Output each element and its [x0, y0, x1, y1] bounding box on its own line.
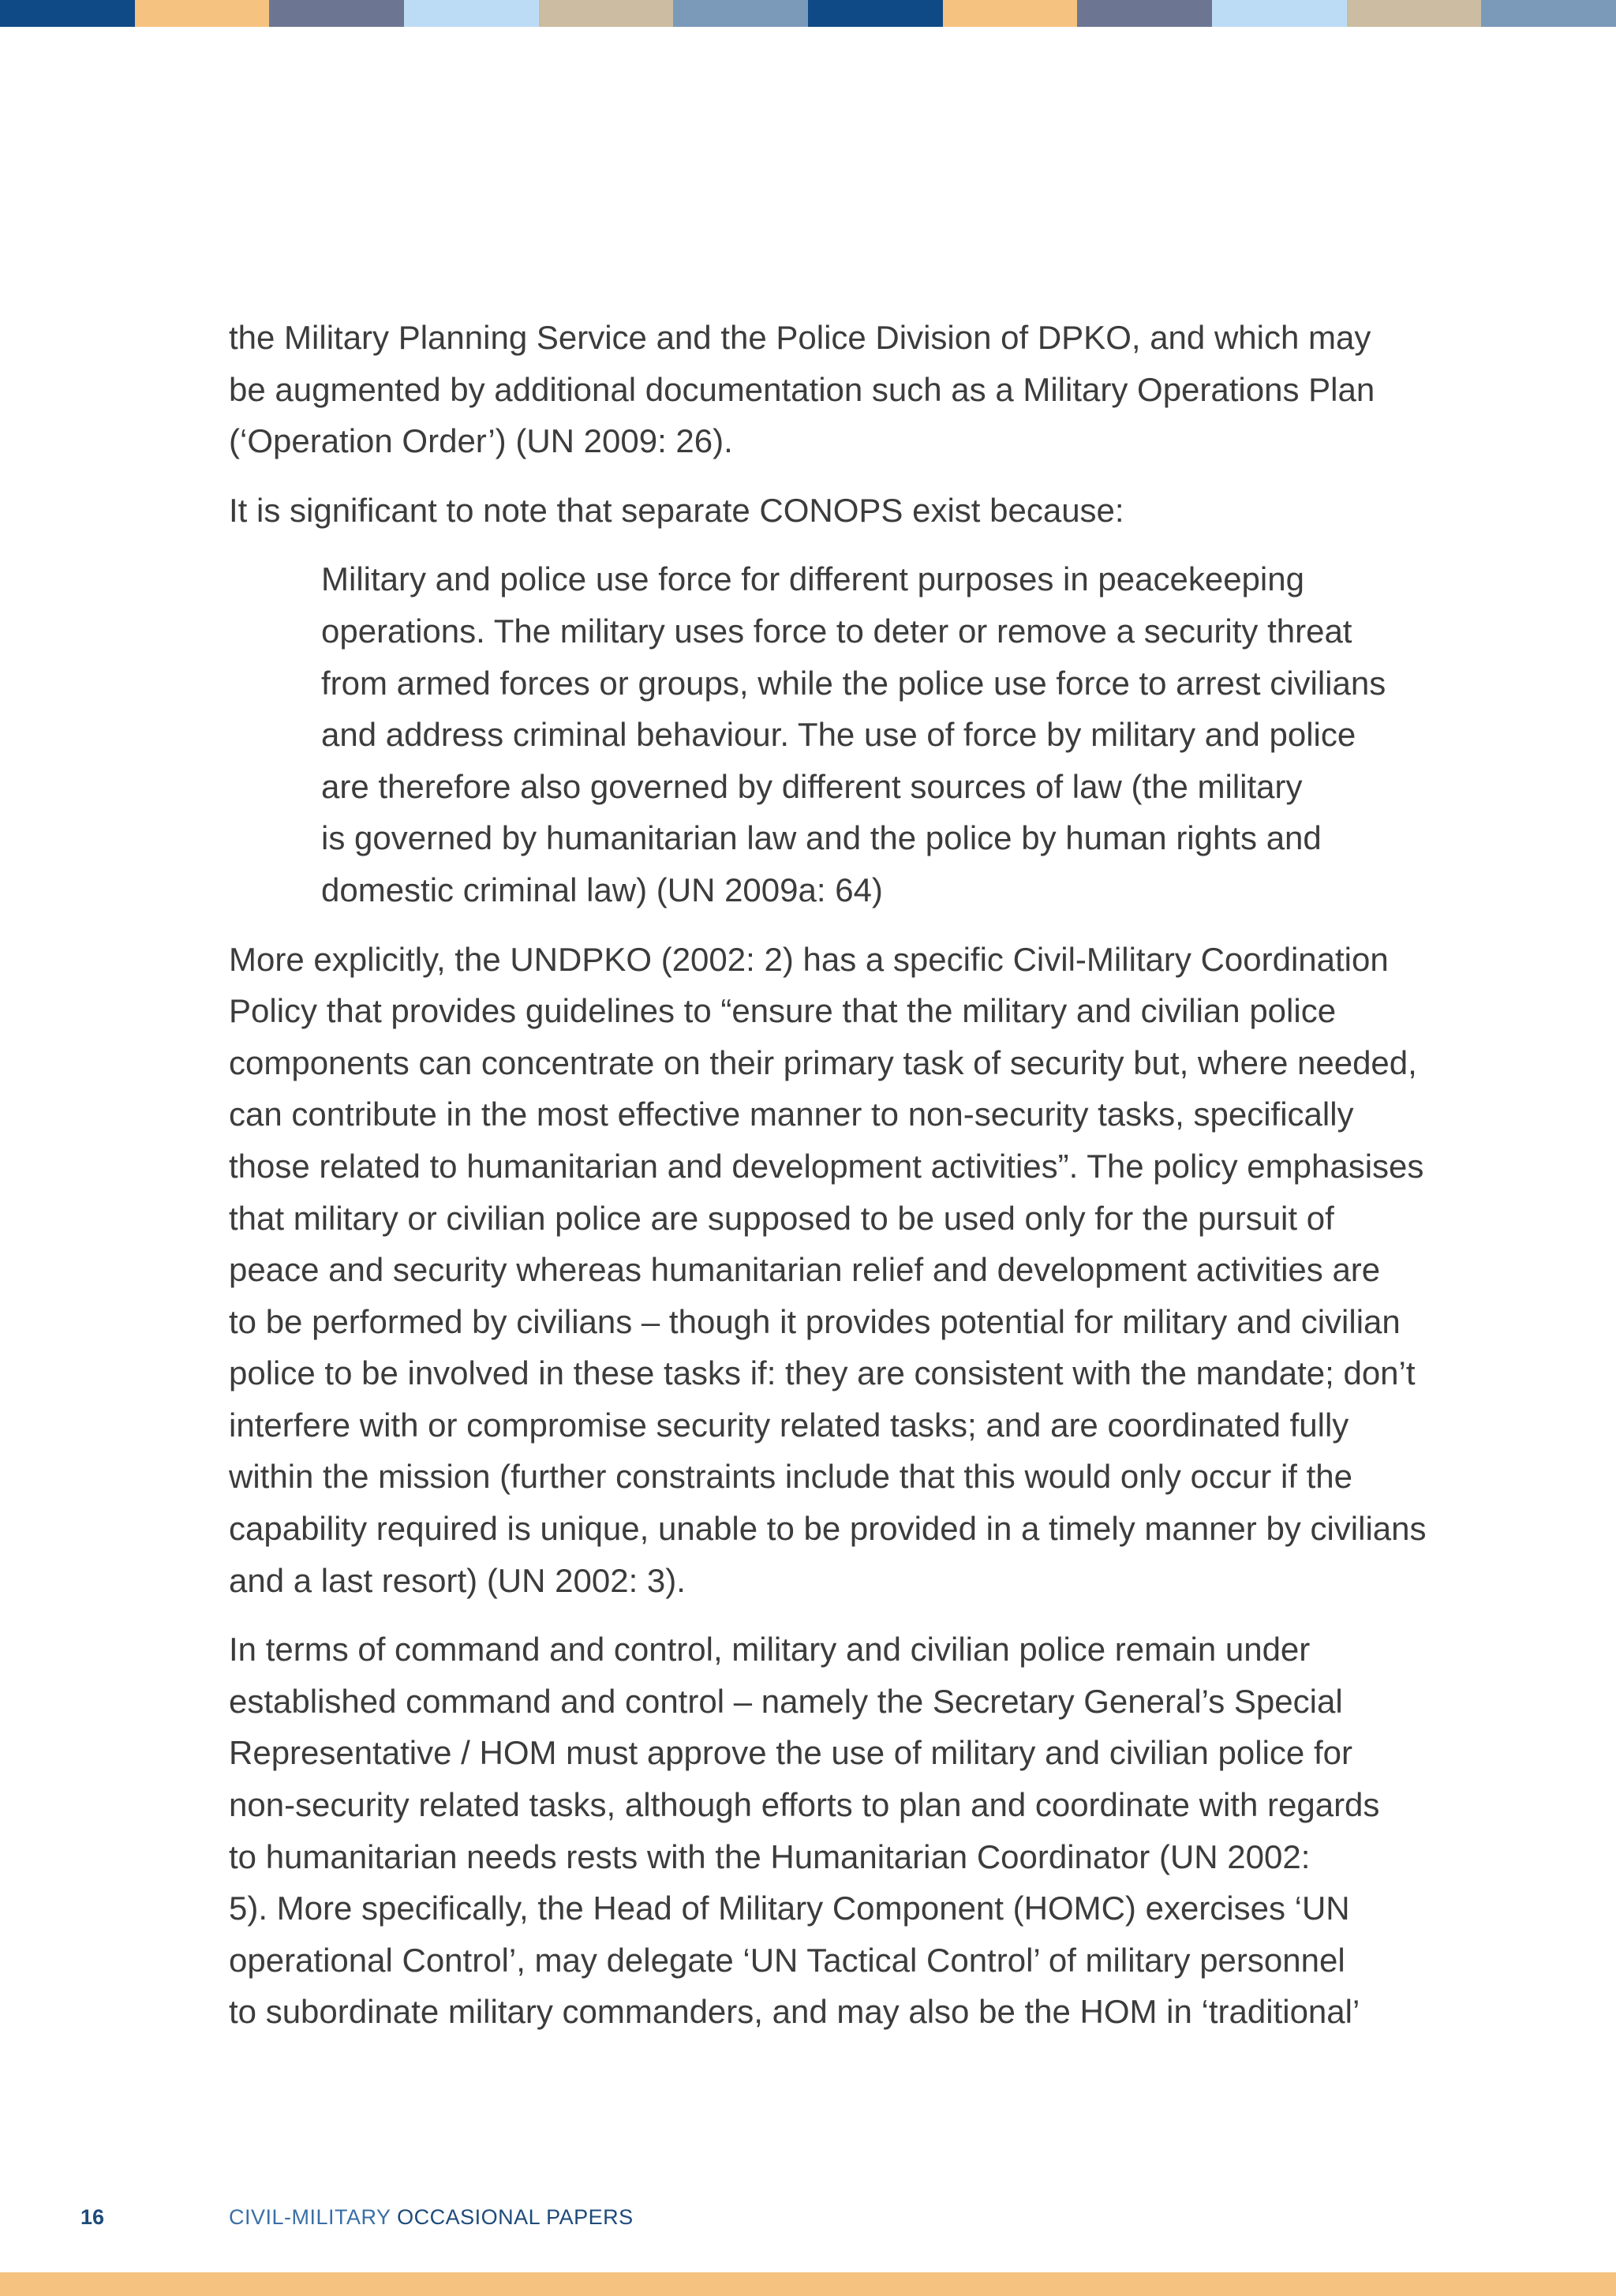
text-line: the Military Planning Service and the Police Division of DPKO, and which may	[229, 319, 1371, 356]
text-line: and address criminal behaviour. The use of force by military and police	[321, 716, 1356, 754]
paragraph	[229, 312, 1397, 467]
text-line: can contribute in the most effective manner to non-security tasks, specifically	[229, 1096, 1354, 1133]
top-bar-segment	[1077, 0, 1212, 27]
text-line: components can concentrate on their primary task of security but, where needed,	[229, 1043, 1417, 1081]
top-bar-segment	[1481, 0, 1616, 27]
paragraph	[229, 934, 1427, 1607]
text-line: operational Control’, may delegate ‘UN Tactical Control’ of military personnel	[229, 1941, 1345, 1979]
top-bar-segment	[943, 0, 1078, 27]
text-line: those related to humanitarian and development activities”. The policy emphasises	[229, 1147, 1424, 1185]
text-line: established command and control – namely the Secretary General’s Special	[229, 1682, 1343, 1720]
text-line: In terms of command and control, military and civilian police remain under	[229, 1631, 1311, 1669]
text-line: non-security related tasks, although efforts to plan and coordinate with regards	[229, 1786, 1380, 1824]
text-line: peace and security whereas humanitarian relief and development activities are	[229, 1251, 1381, 1289]
block-quote	[321, 553, 1397, 916]
text-line: More explicitly, the UNDPKO (2002: 2) has a specific Civil-Military Coordination	[229, 940, 1389, 978]
series-title	[229, 2205, 634, 2230]
text-line: Policy that provides guidelines to “ensure that the military and civilian police	[229, 992, 1337, 1030]
paragraph	[229, 485, 1397, 537]
text-line: (‘Operation Order’) (UN 2009: 26).	[229, 422, 733, 460]
paragraph	[229, 1624, 1397, 2038]
bottom-color-bar	[0, 2272, 1616, 2296]
text-line: 5). More specifically, the Head of Military Component (HOMC) exercises ‘UN	[229, 1890, 1350, 1927]
text-line: is governed by humanitarian law and the police by human rights and	[321, 819, 1322, 857]
text-line: within the mission (further constraints include that this would only occur if the	[229, 1458, 1353, 1496]
top-color-bar	[0, 0, 1616, 27]
page-number: 16	[80, 2205, 105, 2229]
text-line: domestic criminal law) (UN 2009a: 64)	[321, 871, 883, 908]
text-line: that military or civilian police are supposed to be used only for the pursuit of	[229, 1199, 1334, 1237]
series-title-dark: OCCASIONAL PAPERS	[397, 2205, 634, 2229]
text-line: to humanitarian needs rests with the Humanitarian Coordinator (UN 2002:	[229, 1837, 1311, 1875]
top-bar-segment	[673, 0, 808, 27]
series-title-light: CIVIL-MILITARY	[229, 2205, 391, 2229]
text-line: and a last resort) (UN 2002: 3).	[229, 1561, 686, 1599]
text-line: to subordinate military commanders, and may also be the HOM in ‘traditional’	[229, 1993, 1360, 2031]
top-bar-segment	[1347, 0, 1482, 27]
page-footer	[0, 2205, 1616, 2237]
top-bar-segment	[269, 0, 404, 27]
top-bar-segment	[539, 0, 674, 27]
top-bar-segment	[404, 0, 539, 27]
text-line: It is significant to note that separate CONOPS exist because:	[229, 491, 1124, 529]
top-bar-segment	[808, 0, 943, 27]
text-line: Representative / HOM must approve the use of military and civilian police for	[229, 1734, 1352, 1772]
text-line: Military and police use force for different purposes in peacekeeping	[321, 560, 1304, 598]
body-text	[229, 312, 1427, 2055]
text-line: police to be involved in these tasks if: they are consistent with the mandate; don’t	[229, 1354, 1416, 1392]
text-line: interfere with or compromise security related tasks; and are coordinated fully	[229, 1406, 1349, 1444]
text-line: from armed forces or groups, while the police use force to arrest civilians	[321, 664, 1386, 702]
text-line: capability required is unique, unable to be provided in a timely manner by civilians	[229, 1510, 1427, 1548]
top-bar-segment	[0, 0, 135, 27]
text-line: operations. The military uses force to deter or remove a security threat	[321, 612, 1352, 650]
top-bar-segment	[1212, 0, 1347, 27]
text-line: are therefore also governed by different sources of law (the military	[321, 767, 1303, 805]
text-line: be augmented by additional documentation such as a Military Operations Plan	[229, 370, 1375, 408]
top-bar-segment	[135, 0, 270, 27]
text-line: to be performed by civilians – though it provides potential for military and civilian	[229, 1302, 1401, 1340]
